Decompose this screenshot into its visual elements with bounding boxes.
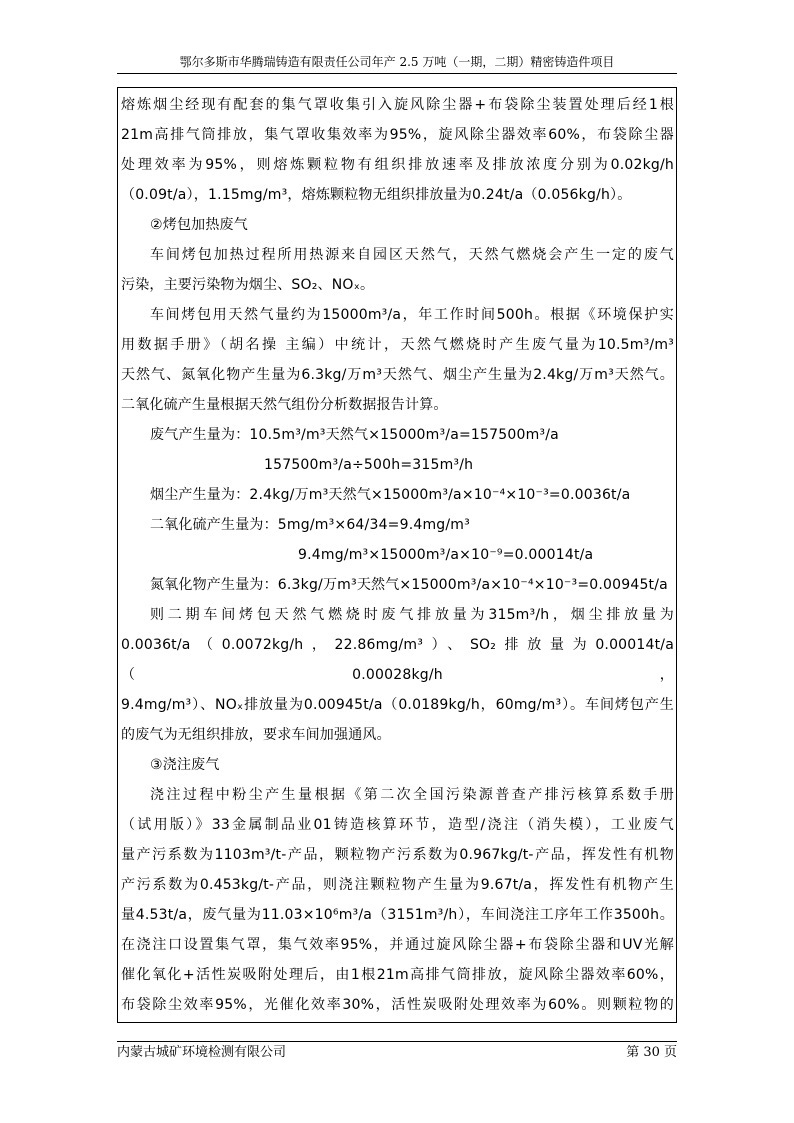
formula-line: 烟尘产生量为：2.4kg/万m³天然气×15000m³/a×10⁻⁴×10⁻³=0.0036t/a xyxy=(150,487,631,503)
text-line: 用数据手册》（胡名操 主编）中统计，天然气燃烧时产生废气量为10.5m³/m³ xyxy=(121,337,674,353)
text-line: 21m高排气筒排放，集气罩收集效率为95%，旋风除尘器效率60%，布袋除尘器 xyxy=(121,127,674,143)
footer-rule xyxy=(117,1041,677,1042)
section-heading: ②烤包加热废气 xyxy=(150,217,248,233)
formula-line: 废气产生量为：10.5m³/m³天然气×15000m³/a=157500m³/a xyxy=(150,427,559,443)
header-rule xyxy=(117,73,677,74)
text-line: 处理效率为95%，则熔炼颗粒物有组织排放速率及排放浓度分别为0.02kg/h xyxy=(121,157,674,173)
text-line: 量产污系数为1103m³/t-产品，颗粒物产污系数为0.967kg/t-产品，挥发性有机物 xyxy=(121,847,674,863)
text-line: 布袋除尘效率95%，光催化效率30%，活性炭吸附处理效率为60%。则颗粒物的 xyxy=(121,997,674,1013)
body-text xyxy=(121,90,674,1020)
text-line: 天然气、氮氧化物产生量为6.3kg/万m³天然气、烟尘产生量为2.4kg/万m³天然气。 xyxy=(121,367,674,383)
text-line: 的废气为无组织排放，要求车间加强通风。 xyxy=(121,727,391,743)
section-heading: ③浇注废气 xyxy=(150,757,220,773)
text-line: 0.0036t/a（0.0072kg/h，22.86mg/m³）、SO₂排放量为0.00014t/a（0.00028kg/h， xyxy=(121,637,674,683)
text-line: 熔炼烟尘经现有配套的集气罩收集引入旋风除尘器+布袋除尘装置处理后经1根 xyxy=(121,97,674,113)
formula-line: 二氧化硫产生量为：5mg/m³×64/34=9.4mg/m³ xyxy=(150,517,470,533)
text-line: 在浇注口设置集气罩，集气效率95%，并通过旋风除尘器+布袋除尘器和UV光解 xyxy=(121,937,674,953)
text-line: 二氧化硫产生量根据天然气组份分析数据报告计算。 xyxy=(121,397,448,413)
footer-company: 内蒙古城矿环境检测有限公司 xyxy=(117,1045,287,1060)
text-line: 9.4mg/m³）、NOₓ排放量为0.00945t/a（0.0189kg/h，60mg/m³）。车间烤包产生 xyxy=(121,697,674,713)
text-line: 车间烤包加热过程所用热源来自园区天然气，天然气燃烧会产生一定的废气 xyxy=(150,247,674,263)
text-line: 污染，主要污染物为烟尘、SO₂、NOₓ。 xyxy=(121,277,375,293)
text-line: 产污系数为0.453kg/t-产品，则浇注颗粒物产生量为9.67t/a，挥发性有机物产生 xyxy=(121,877,674,893)
text-line: 催化氧化+活性炭吸附处理后，由1根21m高排气筒排放，旋风除尘器效率60%， xyxy=(121,967,674,983)
text-line: 车间烤包用天然气量约为15000m³/a，年工作时间500h。根据《环境保护实 xyxy=(150,307,674,323)
formula-line: 9.4mg/m³×15000m³/a×10⁻⁹=0.00014t/a xyxy=(298,547,594,563)
page-header: 鄂尔多斯市华腾瑞铸造有限责任公司年产 2.5 万吨（一期，二期）精密铸造件项目 xyxy=(179,55,615,69)
text-line: （0.09t/a），1.15mg/m³，熔炼颗粒物无组织排放量为0.24t/a（0.056kg/h）。 xyxy=(121,187,632,203)
text-line: （试用版）》33金属制品业01铸造核算环节，造型/浇注（消失模），工业废气 xyxy=(121,817,674,833)
text-line: 量4.53t/a，废气量为11.03×10⁶m³/a（3151m³/h），车间浇注工序年工作3500h。 xyxy=(121,907,674,923)
formula-line: 157500m³/a÷500h=315m³/h xyxy=(264,457,474,473)
text-line: 浇注过程中粉尘产生量根据《第二次全国污染源普查产排污核算系数手册 xyxy=(150,787,674,803)
formula-line: 氮氧化物产生量为：6.3kg/万m³天然气×15000m³/a×10⁻⁴×10⁻³=0.00945t/a xyxy=(150,577,668,593)
page-number: 第 30 页 xyxy=(626,1045,677,1060)
text-line: 则二期车间烤包天然气燃烧时废气排放量为315m³/h，烟尘排放量为 xyxy=(150,607,674,623)
